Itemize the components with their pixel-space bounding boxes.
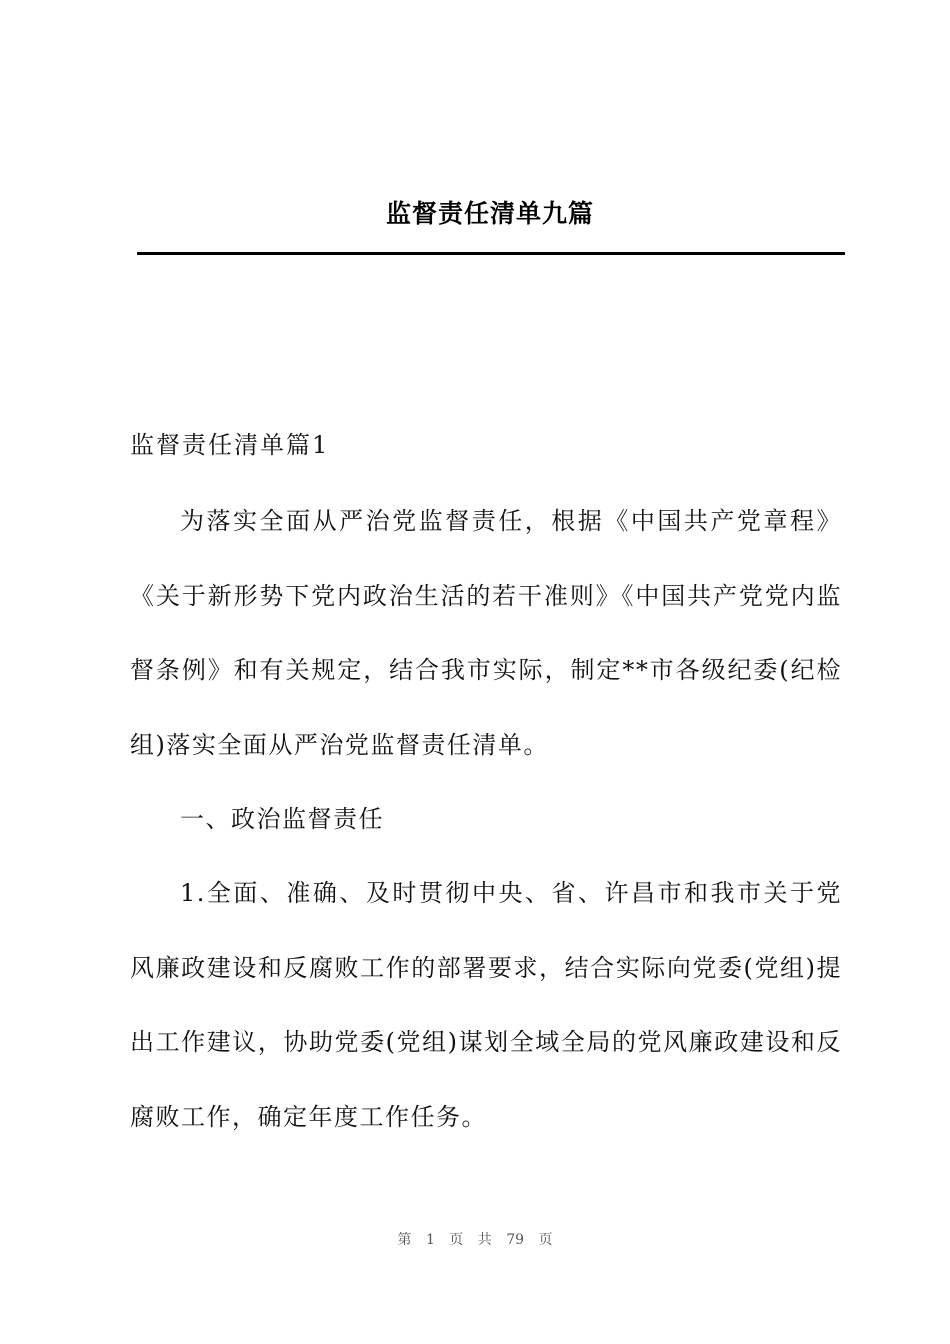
list-item-1: 1.全面、准确、及时贯彻中央、省、许昌市和我市关于党风廉政建设和反腐败工作的部署要求，结合实际向党委(党组)提出工作建议，协助党委(党组)谋划全域全局的党风廉政建设和反腐败工作，确定年度工作任务。: [130, 879, 842, 1131]
subheading-political-supervision: 一、政治监督责任: [180, 805, 384, 833]
title-divider: [137, 252, 845, 255]
page-number: 第 1 页 共 79 页: [397, 1232, 553, 1248]
section-heading: 监督责任清单篇1: [130, 431, 330, 459]
intro-paragraph: 为落实全面从严治党监督责任，根据《中国共产党章程》《关于新形势下党内政治生活的若干准则》《中国共产党党内监督条例》和有关规定，结合我市实际，制定**市各级纪委(纪检组)落实全面从严治党监督责任清单。: [130, 507, 842, 759]
document-title: 监督责任清单九篇: [385, 199, 594, 228]
